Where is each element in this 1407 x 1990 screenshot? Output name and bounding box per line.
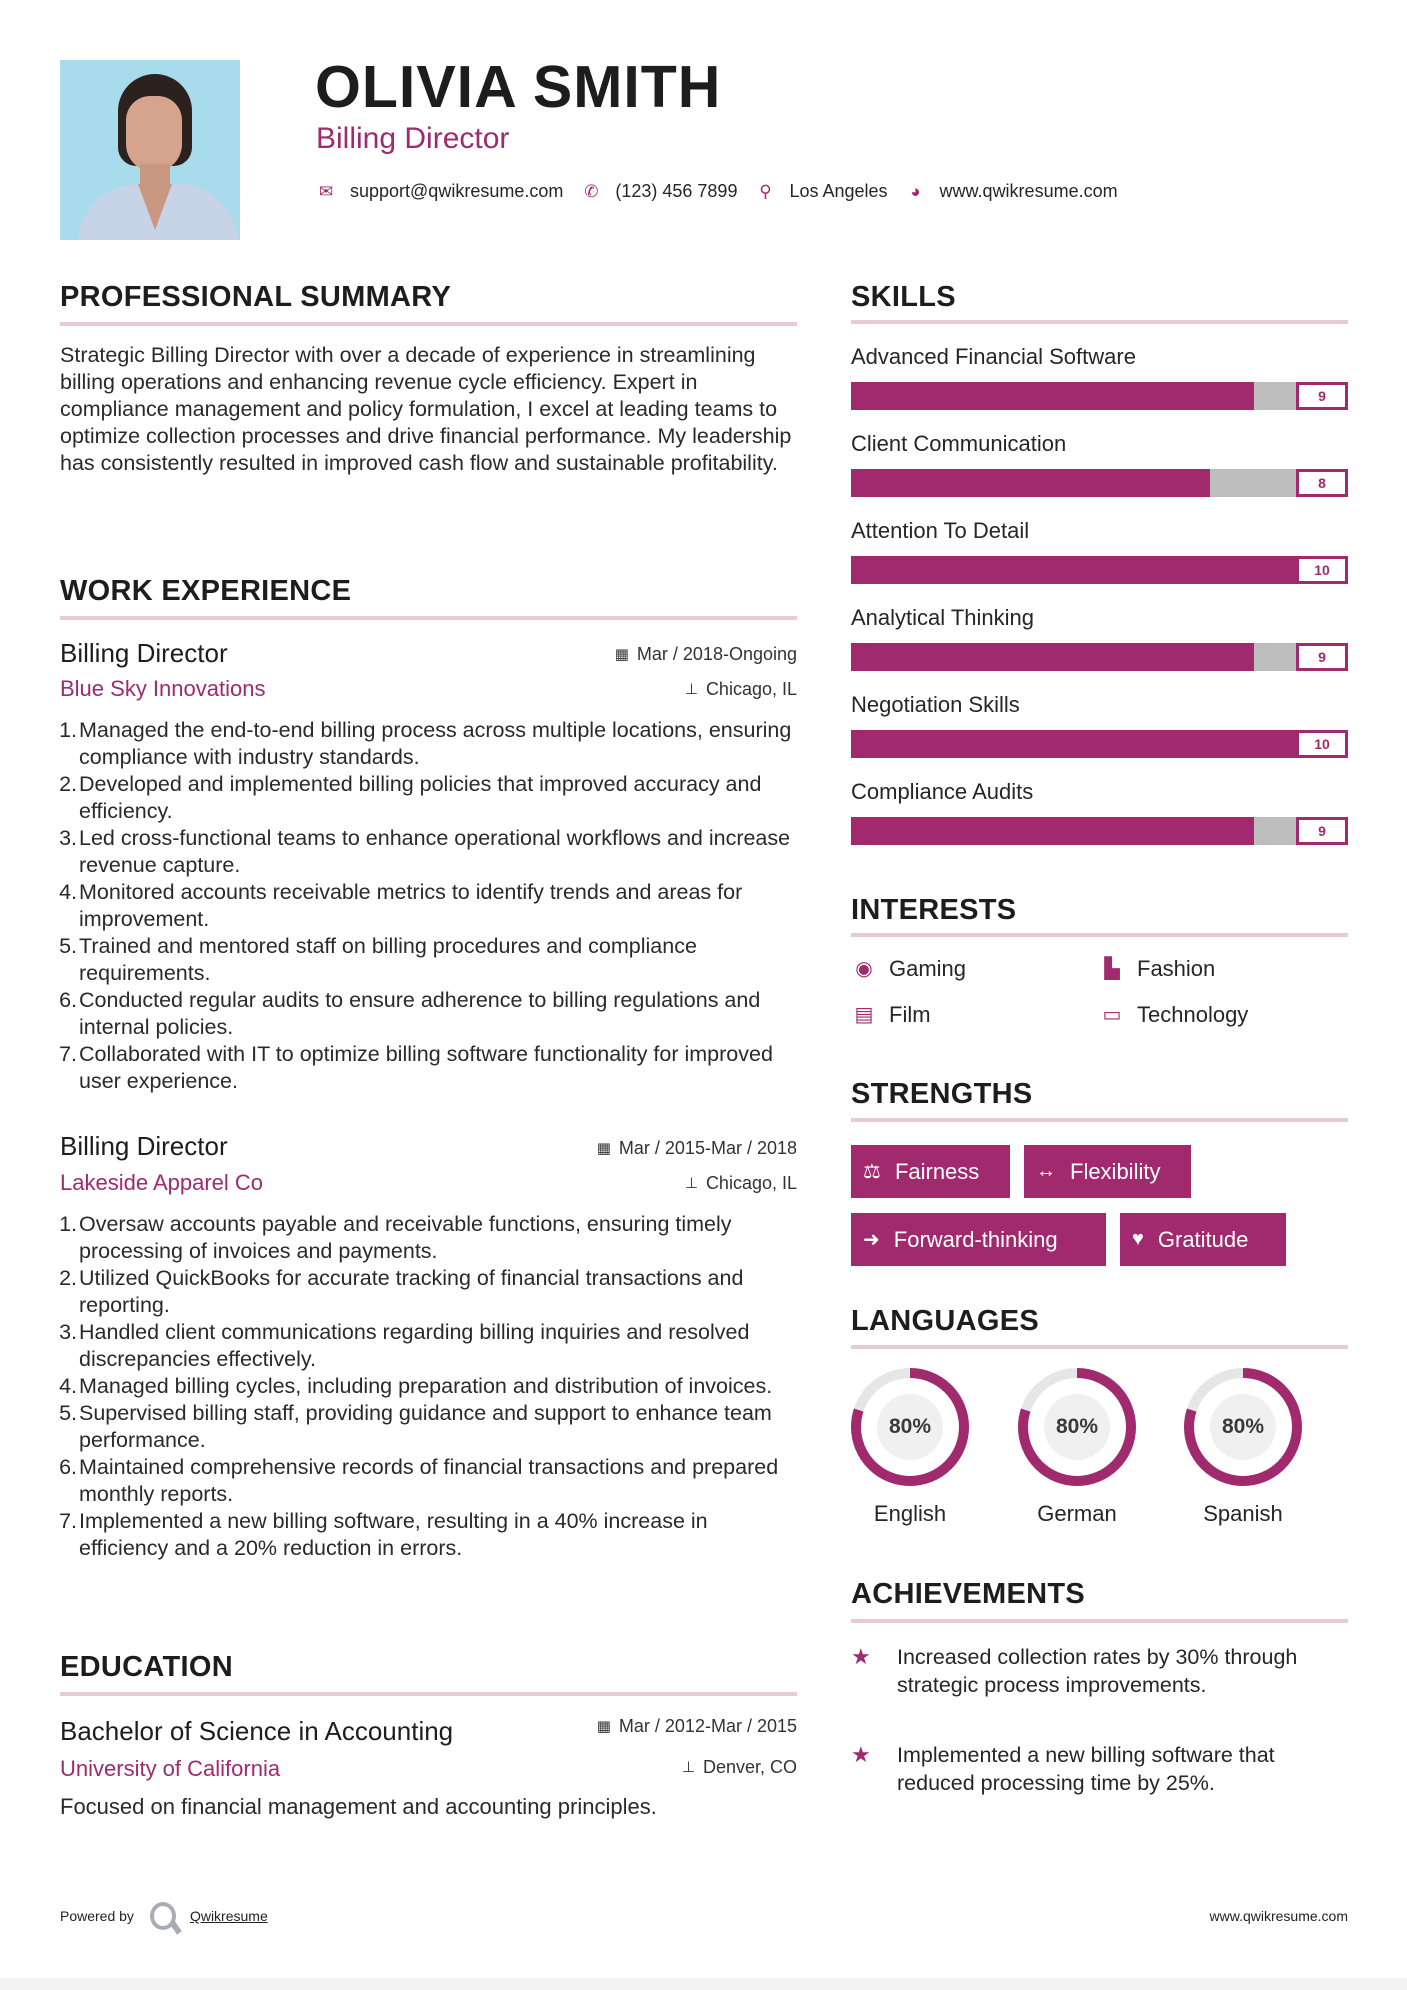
- education-location: ⊥ Denver, CO: [681, 1757, 797, 1777]
- language-percent: 80%: [1055, 1415, 1099, 1438]
- contact-email-text: support@qwikresume.com: [350, 181, 564, 201]
- summary-text: Strategic Billing Director with over a decade of experience in streamlining billing operations and enhancing revenue cycle efficiency. Expert in compliance management and policy formulation, I excel at leading teams to optimize collection processes and drive financial performance. My leadership has consistently resulted in improved cash flow and sustainable profitability.: [60, 343, 792, 475]
- job-dates: ▦ Mar / 2018-Ongoing: [614, 644, 797, 664]
- skill-score: 9: [1296, 382, 1348, 410]
- arrows-horizontal-icon: ↔: [1036, 1160, 1056, 1182]
- language-item: [1016, 1366, 1138, 1527]
- list-item: 3. Led cross-functional teams to enhance operational workflows and increase revenue capture.: [59, 826, 791, 877]
- school-name: University of California: [60, 1756, 281, 1781]
- shooting-star-icon: ★: [851, 1742, 871, 1767]
- profile-photo: [60, 60, 240, 240]
- map-marker-icon: ⚲: [759, 181, 772, 201]
- language-percent: 80%: [1221, 1415, 1265, 1438]
- job-location: ⊥ Chicago, IL: [684, 1173, 797, 1193]
- job-title: Billing Director: [60, 1131, 228, 1161]
- contact-location-text: Los Angeles: [789, 181, 888, 201]
- skill-score: 8: [1296, 469, 1348, 497]
- calendar-icon: ▦: [596, 1139, 611, 1157]
- language-name: Spanish: [1203, 1501, 1283, 1526]
- education-description: Focused on financial management and accounting principles.: [60, 1794, 657, 1819]
- experience-heading: WORK EXPERIENCE: [60, 575, 352, 607]
- skill-label: Advanced Financial Software: [851, 344, 1136, 369]
- strengths-heading: STRENGTHS: [851, 1078, 1033, 1110]
- skill-score: 10: [1296, 730, 1348, 758]
- skill-bar: [851, 730, 1348, 758]
- job-title: Billing Director: [60, 638, 228, 668]
- section-divider: [851, 1118, 1348, 1122]
- skill-label: Client Communication: [851, 431, 1067, 456]
- education-dates: ▦ Mar / 2012-Mar / 2015: [596, 1716, 797, 1736]
- film-icon: ▤: [854, 1004, 874, 1026]
- languages-heading: LANGUAGES: [851, 1305, 1039, 1337]
- skill-bar: [851, 817, 1348, 845]
- section-divider: [851, 933, 1348, 937]
- education-heading: EDUCATION: [60, 1651, 233, 1683]
- contact-location: [755, 181, 887, 202]
- section-divider: [851, 1345, 1348, 1349]
- achievement-item: ★ Increased collection rates by 30% through strategic process improvements.: [851, 1644, 1298, 1697]
- skill-label: Attention To Detail: [851, 518, 1030, 543]
- calendar-icon: ▦: [614, 645, 629, 663]
- pushpin-icon: ⊥: [681, 1758, 695, 1776]
- degree-title: Bachelor of Science in Accounting: [60, 1716, 454, 1746]
- list-item: 6. Maintained comprehensive records of financial transactions and prepared monthly reports.: [59, 1455, 779, 1506]
- list-item: 6. Conducted regular audits to ensure adherence to billing regulations and internal policies.: [59, 988, 761, 1039]
- skill-bar: [851, 469, 1348, 497]
- contact-phone-text: (123) 456 7899: [615, 181, 738, 201]
- section-divider: [60, 322, 797, 326]
- skill-bar: [851, 643, 1348, 671]
- qwikresume-logo-icon: [150, 1902, 176, 1930]
- strength-tag: ↔ Flexibility: [1024, 1145, 1191, 1198]
- shopping-bag-icon: ▙: [1104, 958, 1120, 980]
- job-company: Lakeside Apparel Co: [60, 1170, 264, 1195]
- list-item: 5. Trained and mentored staff on billing procedures and compliance requirements.: [59, 934, 697, 985]
- contact-website-text: www.qwikresume.com: [939, 181, 1118, 201]
- language-item: [1182, 1366, 1304, 1527]
- envelope-icon: ✉: [318, 181, 334, 201]
- candidate-name: OLIVIA SMITH: [315, 54, 722, 120]
- laptop-icon: ▭: [1102, 1004, 1122, 1026]
- skill-score: 9: [1296, 643, 1348, 671]
- skill-bar: [851, 382, 1348, 410]
- section-divider: [851, 1619, 1348, 1623]
- shooting-star-icon: ★: [851, 1644, 871, 1669]
- contact-phone[interactable]: [581, 181, 737, 202]
- candidate-role: Billing Director: [316, 122, 510, 155]
- interest-item: ▭ Technology: [1099, 1004, 1248, 1026]
- achievement-item: ★ Implemented a new billing software that reduced processing time by 25%.: [851, 1742, 1275, 1795]
- list-item: 2. Utilized QuickBooks for accurate tracking of financial transactions and reporting.: [59, 1266, 744, 1317]
- contact-bar: [316, 181, 1136, 202]
- section-divider: [60, 1692, 797, 1696]
- list-item: 5. Supervised billing staff, providing guidance and support to enhance team performance.: [59, 1401, 772, 1452]
- pushpin-icon: ⊥: [684, 680, 698, 698]
- section-divider: [60, 616, 797, 620]
- phone-icon: ✆: [584, 181, 599, 201]
- skill-label: Analytical Thinking: [851, 605, 1035, 630]
- list-item: 1. Managed the end-to-end billing process across multiple locations, ensuring compliance with industry standards.: [59, 718, 792, 769]
- language-name: English: [873, 1501, 947, 1526]
- list-item: 2. Developed and implemented billing policies that improved accuracy and efficiency.: [59, 772, 762, 823]
- job-location: ⊥ Chicago, IL: [684, 679, 797, 699]
- skill-score: 9: [1296, 817, 1348, 845]
- section-divider: [851, 320, 1348, 324]
- qwikresume-link[interactable]: Qwikresume: [189, 1908, 268, 1924]
- gamepad-icon: ◉: [855, 958, 873, 980]
- strength-tag: ➜ Forward-thinking: [851, 1213, 1106, 1266]
- strength-tag: ♥ Gratitude: [1120, 1213, 1286, 1266]
- job-bullets: [60, 717, 800, 1095]
- list-item: 4. Managed billing cycles, including preparation and distribution of invoices.: [59, 1374, 773, 1398]
- skill-bar: [851, 556, 1348, 584]
- globe-icon: ◕: [910, 181, 921, 201]
- balance-scale-icon: ⚖: [863, 1161, 881, 1183]
- footer-powered-by: Powered by Qwikresume: [60, 1902, 268, 1930]
- list-item: 7. Collaborated with IT to optimize billing software functionality for improved user experience.: [59, 1042, 773, 1093]
- list-item: 3. Handled client communications regarding billing inquiries and resolved discrepancies effectively.: [59, 1320, 750, 1371]
- language-percent: 80%: [888, 1415, 932, 1438]
- strength-tag: ⚖ Fairness: [851, 1145, 1010, 1198]
- summary-heading: PROFESSIONAL SUMMARY: [60, 281, 452, 313]
- interests-heading: INTERESTS: [851, 894, 1017, 926]
- skill-score: 10: [1296, 556, 1348, 584]
- interest-item: ◉ Gaming: [851, 958, 966, 980]
- contact-email[interactable]: [316, 181, 563, 202]
- skills-heading: SKILLS: [851, 281, 956, 313]
- heart-icon: ♥: [1132, 1228, 1144, 1250]
- list-item: 7. Implemented a new billing software, resulting in a 40% increase in efficiency and a 20% reduction in errors.: [59, 1509, 708, 1560]
- arrow-right-icon: ➜: [863, 1229, 880, 1251]
- language-item: [849, 1366, 971, 1527]
- job-dates: ▦ Mar / 2015-Mar / 2018: [596, 1138, 797, 1158]
- achievements-heading: ACHIEVEMENTS: [851, 1578, 1086, 1610]
- list-item: 1. Oversaw accounts payable and receivable functions, ensuring timely processing of invoices and payments.: [59, 1212, 732, 1263]
- skill-label: Compliance Audits: [851, 779, 1034, 804]
- language-name: German: [1037, 1501, 1117, 1526]
- calendar-icon: ▦: [596, 1717, 611, 1735]
- contact-website[interactable]: [906, 181, 1118, 202]
- interest-item: ▤ Film: [851, 1004, 931, 1026]
- footer-url[interactable]: www.qwikresume.com: [1209, 1908, 1348, 1924]
- pushpin-icon: ⊥: [684, 1174, 698, 1192]
- list-item: 4. Monitored accounts receivable metrics to identify trends and areas for improvement.: [59, 880, 743, 931]
- job-company: Blue Sky Innovations: [60, 676, 266, 701]
- skill-label: Negotiation Skills: [851, 692, 1020, 717]
- interest-item: ▙ Fashion: [1099, 958, 1215, 980]
- job-bullets: [60, 1211, 800, 1562]
